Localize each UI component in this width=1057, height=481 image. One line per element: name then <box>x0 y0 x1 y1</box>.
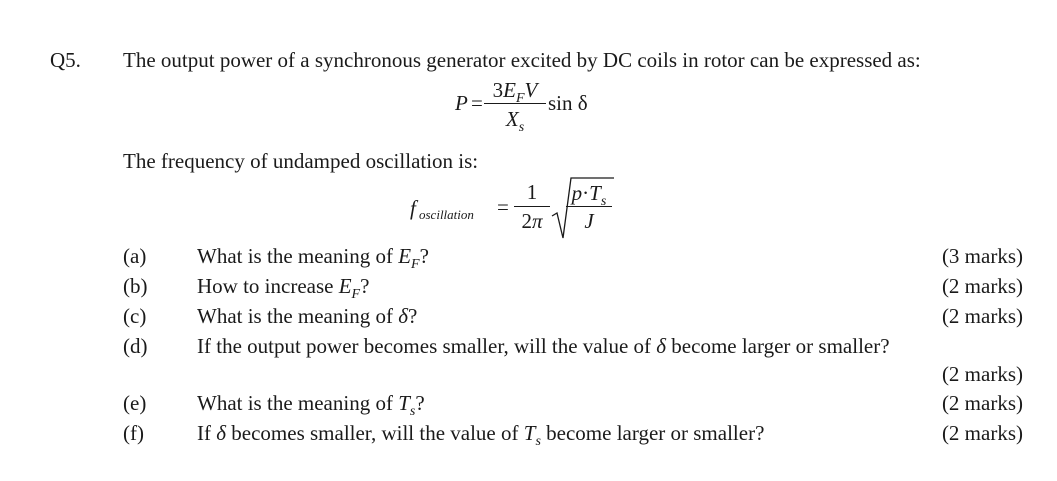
part-marks: (2 marks) <box>941 362 1023 386</box>
sqrt-fraction <box>566 181 612 233</box>
part-text: What is the meaning of $E_F$? <box>197 244 429 272</box>
part-marks: (3 marks) <box>941 244 1023 268</box>
power-numerator: $3E_FV$ <box>492 78 538 106</box>
power-fraction <box>484 78 546 135</box>
fraction-bar-3 <box>566 206 612 207</box>
fraction-bar-2 <box>514 206 550 207</box>
part-label: (d) <box>123 334 148 358</box>
question-number: Q5. <box>50 48 81 72</box>
part-marks: (2 marks) <box>941 274 1023 298</box>
part-label: (a) <box>123 244 147 268</box>
part-label: (f) <box>123 421 144 445</box>
part-text: What is the meaning of δ? <box>197 304 418 328</box>
fraction-bar <box>484 103 546 104</box>
oscillation-intro: The frequency of undamped oscillation is: <box>123 149 479 173</box>
power-symbol: P <box>455 91 468 115</box>
part-marks: (2 marks) <box>941 421 1023 445</box>
sin-delta: sin δ <box>548 91 588 115</box>
inverse-2pi-fraction <box>514 180 550 233</box>
fraction-denominator-2pi: 2π <box>521 209 543 233</box>
part-marks: (2 marks) <box>941 304 1023 328</box>
part-label: (e) <box>123 391 147 415</box>
equals-sign-2: = <box>497 195 509 219</box>
part-text: What is the meaning of $T_s$? <box>197 391 425 419</box>
sqrt-denominator: J <box>584 209 594 233</box>
frequency-symbol: f <box>410 196 416 220</box>
part-marks: (2 marks) <box>941 391 1023 415</box>
frequency-subscript: oscillation <box>419 207 474 222</box>
part-text: How to increase $E_F$? <box>197 274 370 302</box>
part-text: If δ becomes smaller, will the value of $T_s$ become larger or smaller? <box>197 421 765 449</box>
power-denominator: $X_s$ <box>505 107 525 135</box>
question-intro: The output power of a synchronous generator excited by DC coils in rotor can be expressed as: <box>123 48 921 72</box>
fraction-numerator-one: 1 <box>526 180 538 204</box>
part-text: If the output power becomes smaller, will the value of δ become larger or smaller? <box>197 334 890 358</box>
part-label: (c) <box>123 304 147 328</box>
equals-sign: = <box>471 91 483 115</box>
part-label: (b) <box>123 274 148 298</box>
sqrt-numerator: $p\cdot T_s$ <box>571 181 607 209</box>
